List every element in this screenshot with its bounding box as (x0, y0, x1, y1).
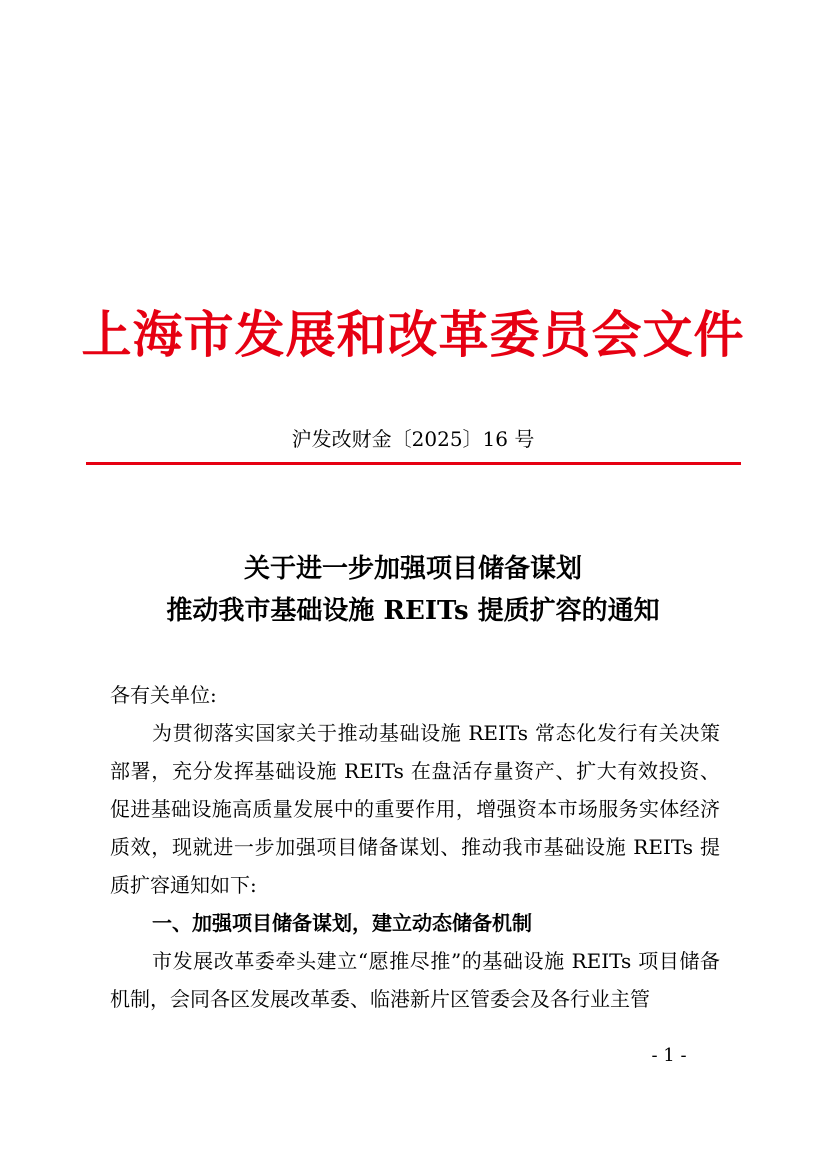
section-heading-1: 一、加强项目储备谋划，建立动态储备机制 (152, 911, 532, 935)
document-title-line-2: 推动我市基础设施 REITs 提质扩容的通知 (166, 596, 660, 626)
issuer-title: 上海市发展和改革委员会文件 (81, 305, 745, 364)
document-body (110, 676, 720, 1018)
salutation: 各有关单位: (110, 683, 217, 707)
document-title-line-1: 关于进一步加强项目储备谋划 (243, 554, 582, 584)
red-divider-rule (86, 462, 741, 465)
page-number: - 1 - (651, 1045, 687, 1066)
section-paragraph-1: 市发展改革委牵头建立“愿推尽推”的基础设施 REITs 项目储备机制，会同各区发展改革委、临港新片区管委会及各行业主管 (110, 949, 720, 1011)
document-title (0, 548, 826, 632)
document-number: 沪发改财金〔2025〕16 号 (291, 427, 535, 451)
intro-paragraph: 为贯彻落实国家关于推动基础设施 REITs 常态化发行有关决策部署，充分发挥基础设施 REITs 在盘活存量资产、扩大有效投资、促进基础设施高质量发展中的重要作用，增强资本市场服务实体经济质效，现就进一步加强项目储备谋划、推动我市基础设施 REITs 提质扩容通知如下: (110, 721, 720, 897)
